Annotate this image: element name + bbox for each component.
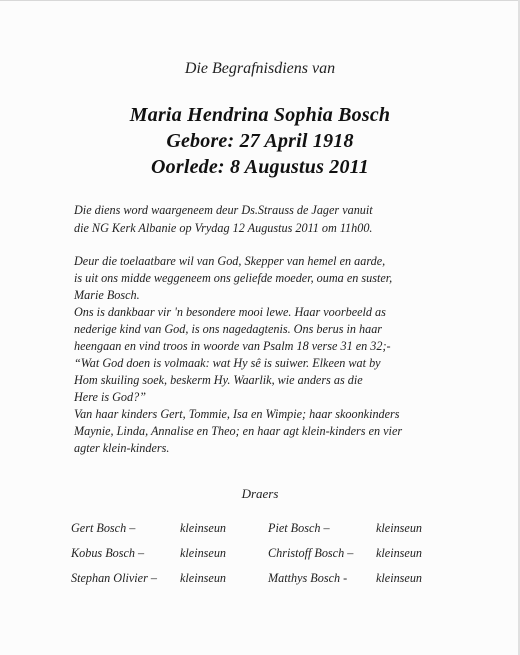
death-date: Oorlede: 8 Augustus 2011 — [151, 156, 369, 178]
tribute-line: is uit ons midde weggeneem ons geliefde moeder, ouma en suster, — [74, 271, 393, 285]
service-title: Die Begrafnisdiens van — [184, 60, 336, 77]
bearer-name: Matthys Bosch - — [268, 571, 348, 585]
deceased-name: Maria Hendrina Sophia Bosch — [129, 104, 391, 126]
bearer-name: Christoff Bosch – — [268, 546, 354, 560]
tribute-line: Maynie, Linda, Annalise en Theo; en haar agt klein-kinders en vier — [74, 424, 403, 438]
tribute-line: Van haar kinders Gert, Tommie, Isa en Wimpie; haar skoonkinders — [74, 407, 400, 421]
page-edge — [0, 0, 520, 1]
service-line: Die diens word waargeneem deur Ds.Strauss de Jager vanuit — [74, 203, 373, 217]
bearer-name: Gert Bosch – — [71, 521, 136, 535]
tribute-line: “Wat God doen is volmaak: wat Hy sê is suiwer. Elkeen wat by — [74, 356, 381, 370]
birth-date: Gebore: 27 April 1918 — [166, 130, 354, 152]
tribute-line: heengaan en vind troos in woorde van Psalm 18 verse 31 en 32;- — [74, 339, 391, 353]
tribute-line: agter klein-kinders. — [74, 441, 170, 455]
bearer-relation: kleinseun — [376, 546, 423, 560]
tribute-line: Here is God?” — [74, 390, 146, 404]
bearer-relation: kleinseun — [180, 521, 227, 535]
bearer-relation: kleinseun — [376, 571, 423, 585]
bearer-name: Piet Bosch – — [268, 521, 330, 535]
tribute-line: nederige kind van God, is ons nagedagtenis. Ons berus in haar — [74, 322, 383, 336]
bearer-name: Kobus Bosch – — [71, 546, 145, 560]
service-line: die NG Kerk Albanie op Vrydag 12 Augustus 2011 om 11h00. — [74, 221, 373, 235]
bearers-title: Draers — [241, 486, 279, 501]
bearer-relation: kleinseun — [180, 546, 227, 560]
tribute-line: Ons is dankbaar vir 'n besondere mooi lewe. Haar voorbeeld as — [74, 305, 386, 319]
tribute-line: Hom skuiling soek, beskerm Hy. Waarlik, wie anders as die — [74, 373, 363, 387]
bearer-name: Stephan Olivier – — [71, 571, 157, 585]
bearer-relation: kleinseun — [180, 571, 227, 585]
bearer-relation: kleinseun — [376, 521, 423, 535]
tribute-line: Deur die toelaatbare wil van God, Skepper van hemel en aarde, — [74, 254, 386, 268]
tribute-line: Marie Bosch. — [74, 288, 140, 302]
